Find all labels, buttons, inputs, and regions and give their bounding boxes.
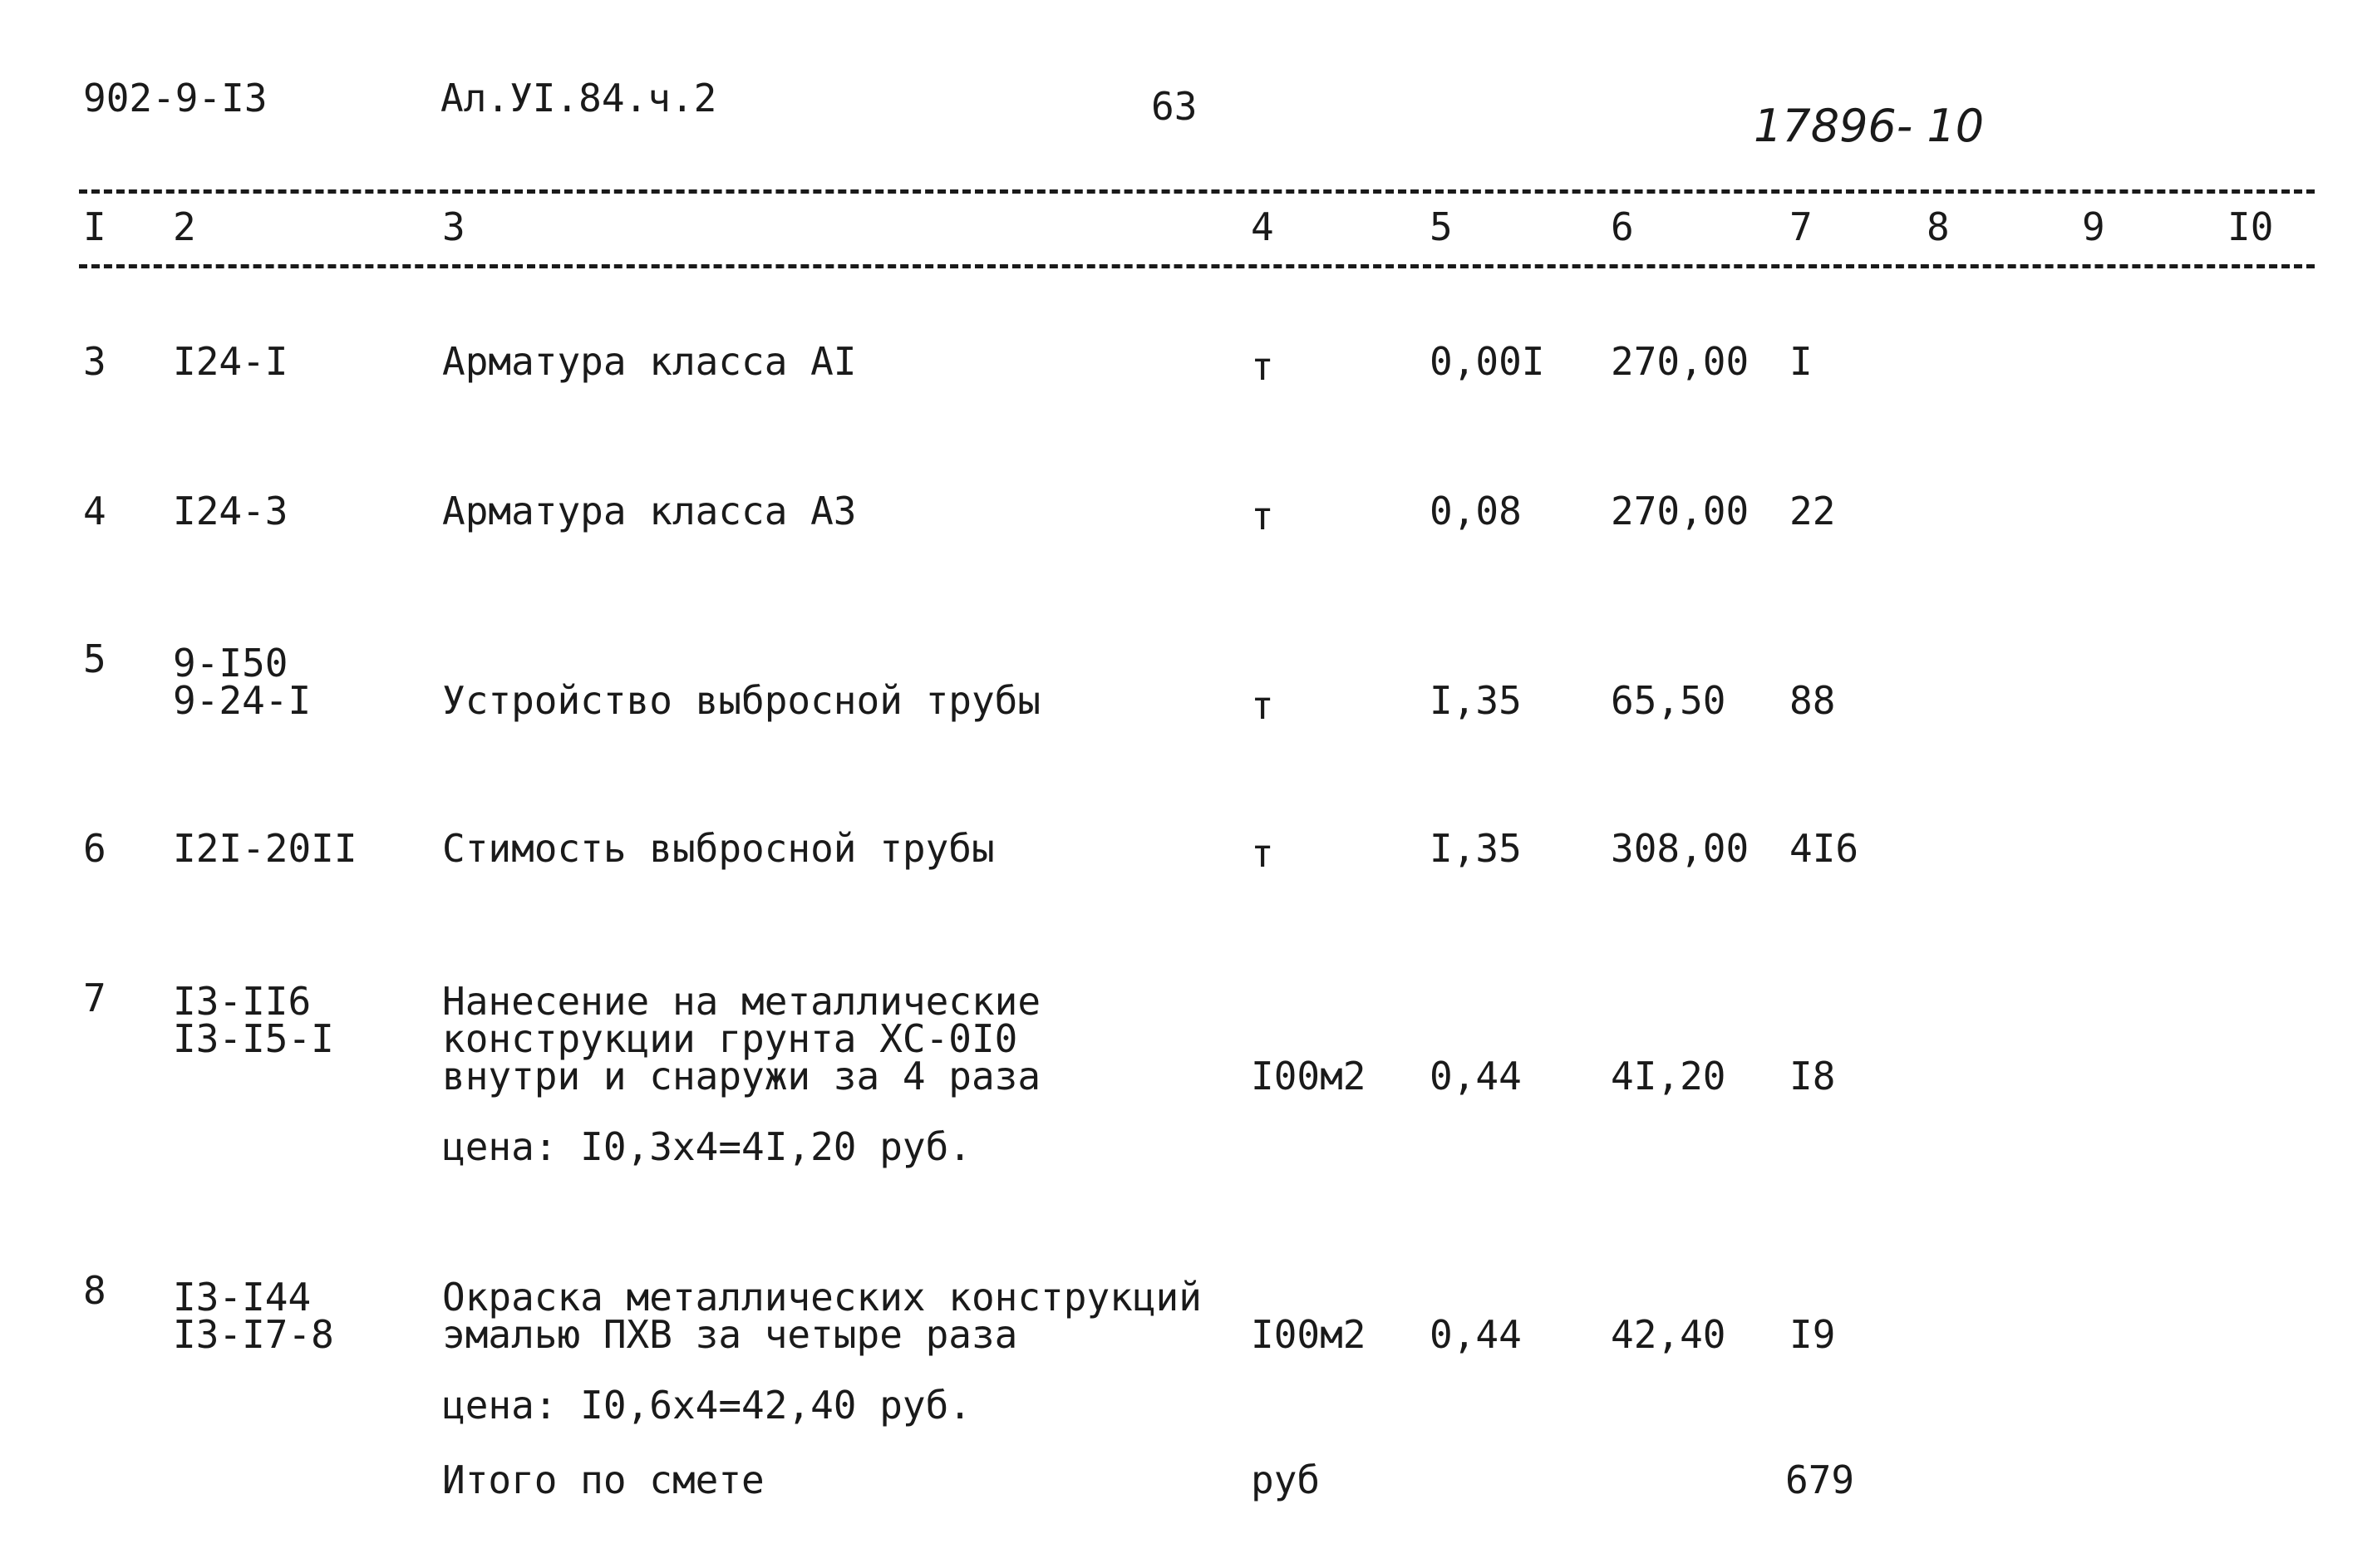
unit-price: 308,00: [1611, 826, 1750, 871]
column-header-9: 9: [2082, 204, 2105, 249]
unit-price: 65,50: [1611, 678, 1726, 723]
total-cost: 88: [1789, 678, 1836, 723]
unit: I00м2: [1251, 1312, 1366, 1357]
document-code: 902-9-I3: [83, 76, 268, 120]
header-bottom-divider: [79, 264, 2315, 268]
handwritten-stamp: 17896- 10: [1754, 100, 1985, 152]
row-number: 6: [83, 826, 106, 871]
quantity: 0,08: [1430, 489, 1522, 533]
price-note: цена: I0,3х4=4I,20 руб.: [442, 1124, 972, 1169]
summary-unit: руб: [1251, 1457, 1321, 1502]
price-note: цена: I0,6х4=42,40 руб.: [442, 1383, 972, 1428]
column-header-2: 2: [173, 204, 196, 249]
total-cost: 22: [1789, 489, 1836, 533]
unit-price: 270,00: [1611, 489, 1750, 533]
total-cost: I9: [1789, 1312, 1836, 1357]
work-name: внутри и снаружи за 4 раза: [442, 1054, 1041, 1099]
rate-code: I3-I44: [173, 1275, 312, 1320]
column-header-4: 4: [1251, 204, 1274, 249]
total-cost: I: [1789, 339, 1813, 384]
column-header-8: 8: [1927, 204, 1950, 249]
row-number: 5: [83, 637, 106, 681]
work-name: Арматура класса АI: [442, 339, 857, 384]
work-name: конструкции грунта ХС-0I0: [442, 1016, 1018, 1061]
work-name: Арматура класса А3: [442, 489, 857, 533]
column-header-7: 7: [1789, 204, 1813, 249]
rate-code: 9-I50: [173, 641, 288, 686]
page-number: 63: [1151, 84, 1198, 129]
quantity: 0,44: [1430, 1312, 1522, 1357]
column-header-3: 3: [442, 204, 465, 249]
work-name: эмалью ПХВ за четыре раза: [442, 1312, 1018, 1357]
quantity: 0,00I: [1430, 339, 1545, 384]
album-reference: Ал.УI.84.ч.2: [440, 76, 717, 120]
quantity: I,35: [1430, 826, 1522, 871]
unit: т: [1251, 831, 1274, 876]
unit-price: 270,00: [1611, 339, 1750, 384]
column-header-10: I0: [2227, 204, 2274, 249]
rate-code: 9-24-I: [173, 678, 312, 723]
quantity: 0,44: [1430, 1054, 1522, 1099]
column-header-1: I: [83, 204, 106, 249]
rate-code: I3-I5-I: [173, 1016, 334, 1061]
rate-code: I24-I: [173, 339, 288, 384]
row-number: 7: [83, 976, 106, 1020]
total-cost: I8: [1789, 1054, 1836, 1099]
rate-code: I3-II6: [173, 979, 312, 1024]
total-cost: 4I6: [1789, 826, 1859, 871]
summary-label: Итого по смете: [442, 1457, 765, 1502]
row-number: 8: [83, 1268, 106, 1313]
work-name: Нанесение на металлические: [442, 979, 1041, 1024]
unit: т: [1251, 344, 1274, 389]
row-number: 4: [83, 489, 106, 533]
unit: т: [1251, 683, 1274, 728]
header-top-divider: [79, 189, 2315, 194]
rate-code: I3-I7-8: [173, 1312, 334, 1357]
unit-price: 42,40: [1611, 1312, 1726, 1357]
work-name: Стимость выбросной трубы: [442, 826, 995, 871]
summary-total: 679: [1785, 1457, 1855, 1502]
unit: I00м2: [1251, 1054, 1366, 1099]
column-header-6: 6: [1611, 204, 1634, 249]
column-header-5: 5: [1430, 204, 1453, 249]
quantity: I,35: [1430, 678, 1522, 723]
work-name: Окраска металлических конструкций: [442, 1275, 1202, 1320]
rate-code: I2I-20II: [173, 826, 357, 871]
unit: т: [1251, 494, 1274, 538]
unit-price: 4I,20: [1611, 1054, 1726, 1099]
work-name: Устройство выбросной трубы: [442, 678, 1041, 723]
row-number: 3: [83, 339, 106, 384]
rate-code: I24-3: [173, 489, 288, 533]
